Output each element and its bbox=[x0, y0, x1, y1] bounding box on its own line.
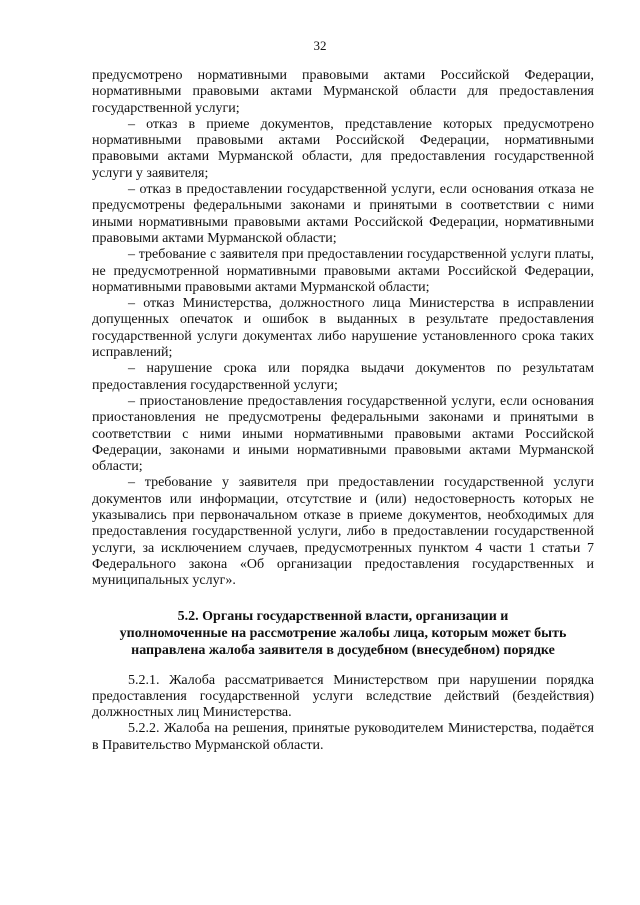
list-item-refusal-provide-service: – отказ в предоставлении государственной услуги, если основания отказа не предусмотрены федеральными законами и принятыми в соответствии с ними иными нормативными правовыми актами Российской Федерации, нормативными правовыми актами Мурманской области; bbox=[92, 182, 594, 246]
paragraph-5-2-2: 5.2.2. Жалоба на решения, принятые руководителем Министерства, подаётся в Правительство Мурманской области. bbox=[92, 721, 594, 753]
page-number: 32 bbox=[313, 38, 327, 53]
list-item-fee-requirement: – требование с заявителя при предоставлении государственной услуги платы, не предусмотренной нормативными правовыми актами Российской Федерации, нормативными правовыми актами Мурманской области; bbox=[92, 247, 594, 295]
list-item-suspension: – приостановление предоставления государственной услуги, если основания приостановления не предусмотрены федеральными законами и принятыми в соответствии с ними иными нормативными правовыми актами Российской Федерации, законами и иными нормативными правовыми актами Мурманской области; bbox=[92, 393, 594, 475]
section-heading bbox=[92, 608, 594, 659]
section-heading-line-1: 5.2. Органы государственной власти, организации и bbox=[177, 608, 509, 624]
list-item-refusal-correct-errors: – отказ Министерства, должностного лица Министерства в исправлении допущенных опечаток и ошибок в выданных в результате предоставления государственной услуги документах либо нарушение установленного срока таких исправлений; bbox=[92, 296, 594, 361]
list-item-document-requirement: – требование у заявителя при предоставлении государственной услуги документов или информации, отсутствие и (или) недостоверность которых не указывались при первоначальном отказе в приеме документов, необходимых для предоставления государственной услуги, либо в предоставлении государственной услуги, за исключением случаев, предусмотренных пунктом 4 части 1 статьи 7 Федерального закона «Об организации предоставления государственных и муниципальных услуг». bbox=[92, 475, 594, 589]
document-body bbox=[92, 68, 594, 754]
list-item-continuation: предусмотрено нормативными правовыми актами Российской Федерации, нормативными правовыми актами Мурманской области для предоставления государственной услуги; bbox=[92, 68, 594, 116]
section-heading-line-2: уполномоченные на рассмотрение жалобы лица, которым может быть bbox=[119, 625, 567, 641]
paragraph-5-2-1: 5.2.1. Жалоба рассматривается Министерством при нарушении порядка предоставления государственной услуги вследствие действий (бездействия) должностных лиц Министерства. bbox=[92, 672, 594, 721]
list-item-refusal-accept-documents: – отказ в приеме документов, представление которых предусмотрено нормативными правовыми актами Российской Федерации, нормативными правовыми актами Мурманской области, для предоставления государственной услуги у заявителя; bbox=[92, 116, 594, 181]
list-item-issue-deadline-violation: – нарушение срока или порядка выдачи документов по результатам предоставления государственной услуги; bbox=[92, 361, 594, 393]
section-heading-line-3: направлена жалоба заявителя в досудебном (внесудебном) порядке bbox=[131, 642, 555, 658]
